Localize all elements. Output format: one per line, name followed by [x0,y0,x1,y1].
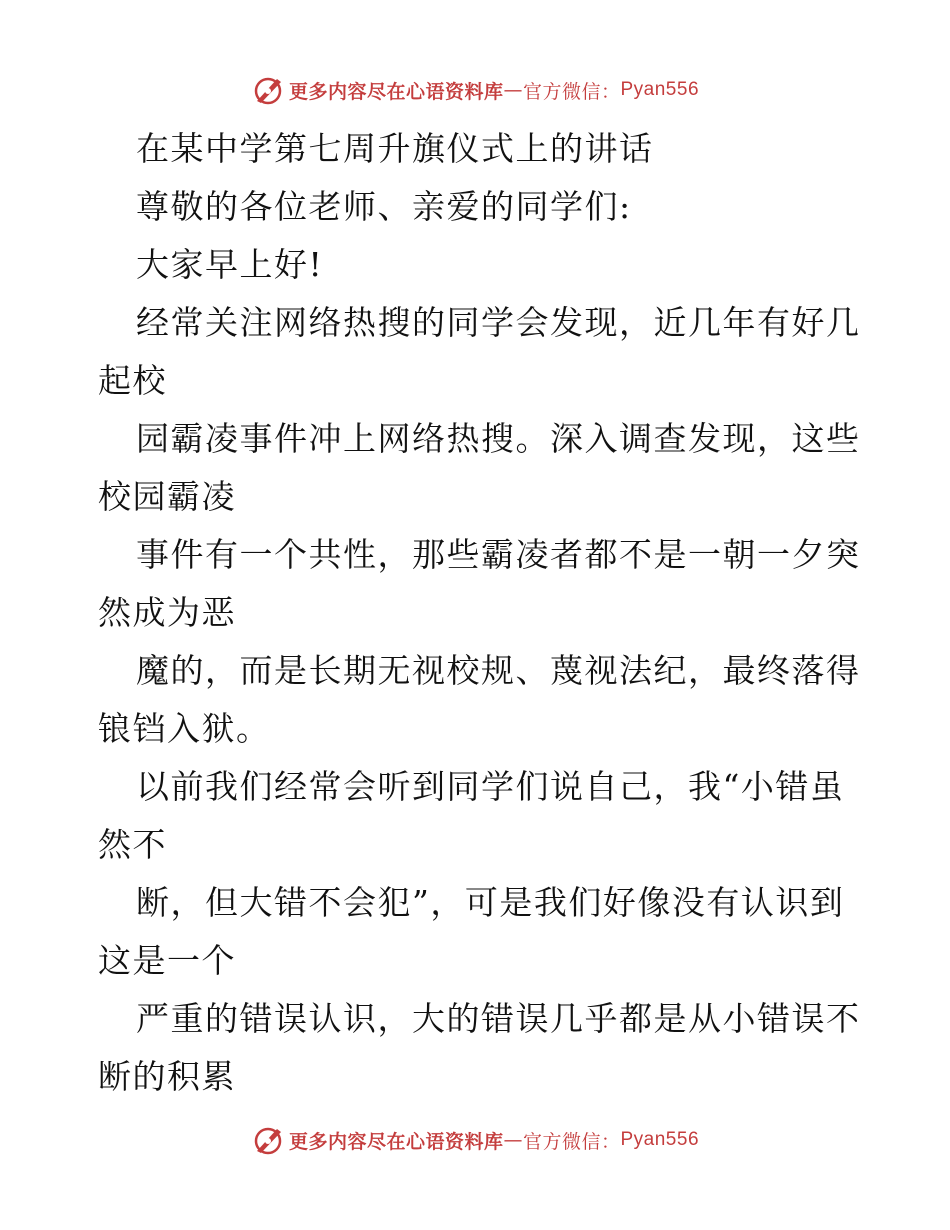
text-line: 事件有一个共性，那些霸凌者都不是一朝一夕突 [136,535,861,574]
text-line: 尊敬的各位老师、亲爱的同学们: [136,187,632,226]
document-body [98,120,861,1106]
watermark-main-text: 更多内容尽在心语资料库 [288,80,504,103]
text-line: 锒铛入狱。 [98,709,271,748]
watermark-wechat-id: Pyan556 [620,79,700,100]
text-line: 断的积累 [98,1057,236,1096]
watermark-sub-text: 官方微信： [522,80,621,103]
text-line: 以前我们经常会听到同学们说自己，我“小错虽 [136,767,845,806]
watermark-main-text: 更多内容尽在心语资料库 [288,1130,504,1153]
text-line: 起校 [98,361,167,400]
text-line: 园霸凌事件冲上网络热搜。深入调查发现，这些 [136,419,861,458]
text-line: 然成为恶 [98,593,236,632]
text-line: 校园霸凌 [98,477,236,516]
watermark-dash: — [503,79,523,101]
header-watermark [0,70,950,110]
text-line: 经常关注网络热搜的同学会发现，近几年有好几 [136,303,861,342]
text-line: 断，但大错不会犯”，可是我们好像没有认识到 [136,883,845,922]
watermark-dash: — [503,1129,523,1151]
text-line: 大家早上好! [136,245,324,284]
pen-logo-icon [251,73,285,107]
text-line: 严重的错误认识，大的错误几乎都是从小错误不 [136,999,861,1038]
text-line: 魔的，而是长期无视校规、蔑视法纪，最终落得 [136,651,861,690]
watermark-sub-text: 官方微信： [522,1130,621,1153]
text-line: 然不 [98,825,167,864]
watermark-wechat-id: Pyan556 [620,1129,700,1150]
text-line: 这是一个 [98,941,236,980]
footer-watermark [0,1120,950,1160]
text-line: 在某中学第七周升旗仪式上的讲话 [136,129,654,168]
pen-logo-icon [251,1123,285,1157]
